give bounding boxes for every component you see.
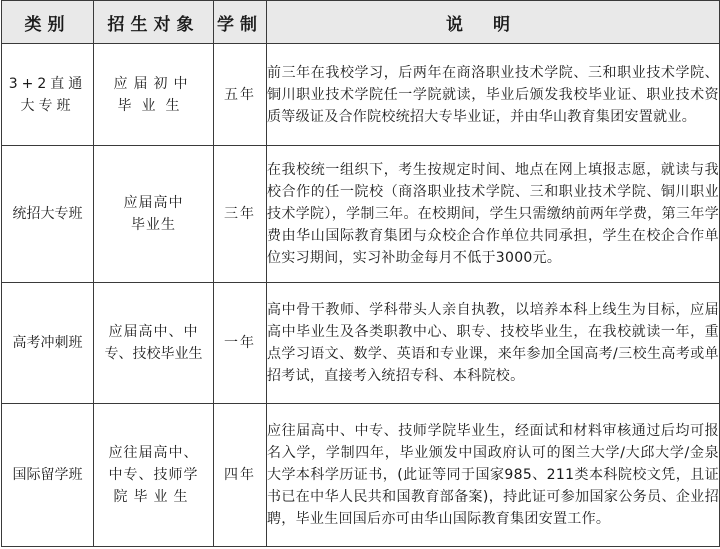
description-cell: 前三年在我校学习，后两年在商洛职业技术学院、三和职业技术学院、铜川职业技术学院任一学院就读，毕业后颁发我校毕业证、职业技术资质等级证及合作院校统招大专毕业证，并由华山教育集团安置就业。 (267, 44, 720, 146)
target-text: 院毕业生 (113, 489, 194, 505)
header-row (2, 1, 720, 44)
category-cell (2, 146, 94, 283)
target-cell (94, 44, 214, 146)
target-text: 中专、技师学 (108, 467, 199, 483)
header-target: 招生对象 (94, 1, 214, 44)
target-cell (94, 283, 214, 404)
category-cell (2, 283, 94, 404)
description-cell: 在我校统一组织下，考生按规定时间、地点在网上填报志愿，就读与我校合作的任一院校（商洛职业技术学院、三和职业技术学院、铜川职业技术学院），学制三年。在校期间，学生只需缴纳前两年学费，第三年学费由华山国际教育集团与众校企合作单位共同承担，学生在校企合作单位实习期间，实习补助金每月不低于3000元。 (267, 146, 720, 283)
target-text: 毕业生 (117, 97, 190, 114)
description-cell: 应往届高中、中专、技师学院毕业生，经面试和材料审核通过后均可报名入学，学制四年，毕业颁发中国政府认可的图兰大学/大邱大学/金泉大学本科学历证书，(此证等同于国家985、211类本科院校文凭，且证书已在中华人民共和国教育部备案)，持此证可参加国家公务员、企业招聘，毕业生回国后亦可由华山国际教育集团安置工作。 (267, 404, 720, 547)
duration-cell: 四年 (214, 404, 267, 547)
category-text: 高考冲刺班 (12, 335, 83, 351)
table-row (2, 44, 720, 146)
target-text: 专、技校毕业生 (104, 346, 203, 362)
header-description: 说明 (267, 1, 720, 44)
target-text: 应届高中 (123, 195, 184, 211)
target-text: 应往届高中、 (108, 445, 199, 461)
table-row (2, 283, 720, 404)
category-text: 国际留学班 (12, 467, 83, 483)
duration-cell: 一年 (214, 283, 267, 404)
header-category: 类别 (2, 1, 94, 44)
category-text: 3+2直通 (8, 75, 87, 92)
table-row (2, 404, 720, 547)
duration-cell: 三年 (214, 146, 267, 283)
target-text: 应届高中、中 (108, 324, 199, 340)
header-duration: 学制 (214, 1, 267, 44)
category-text: 大专班 (20, 97, 75, 114)
duration-cell: 五年 (214, 44, 267, 146)
category-cell (2, 44, 94, 146)
description-cell: 高中骨干教师、学科带头人亲自执教，以培养本科上线生为目标，应届高中毕业生及各类职教中心、职专、技校毕业生，在我校就读一年，重点学习语文、数学、英语和专业课，来年参加全国高考/三校生高考或单招考试，直接考入统招专科、本科院校。 (267, 283, 720, 404)
target-text: 毕业生 (131, 217, 176, 233)
category-cell (2, 404, 94, 547)
table-row (2, 146, 720, 283)
target-text: 应届初中 (113, 75, 194, 92)
target-cell (94, 404, 214, 547)
enrollment-table (1, 0, 720, 547)
category-text: 统招大专班 (12, 206, 83, 222)
target-cell (94, 146, 214, 283)
